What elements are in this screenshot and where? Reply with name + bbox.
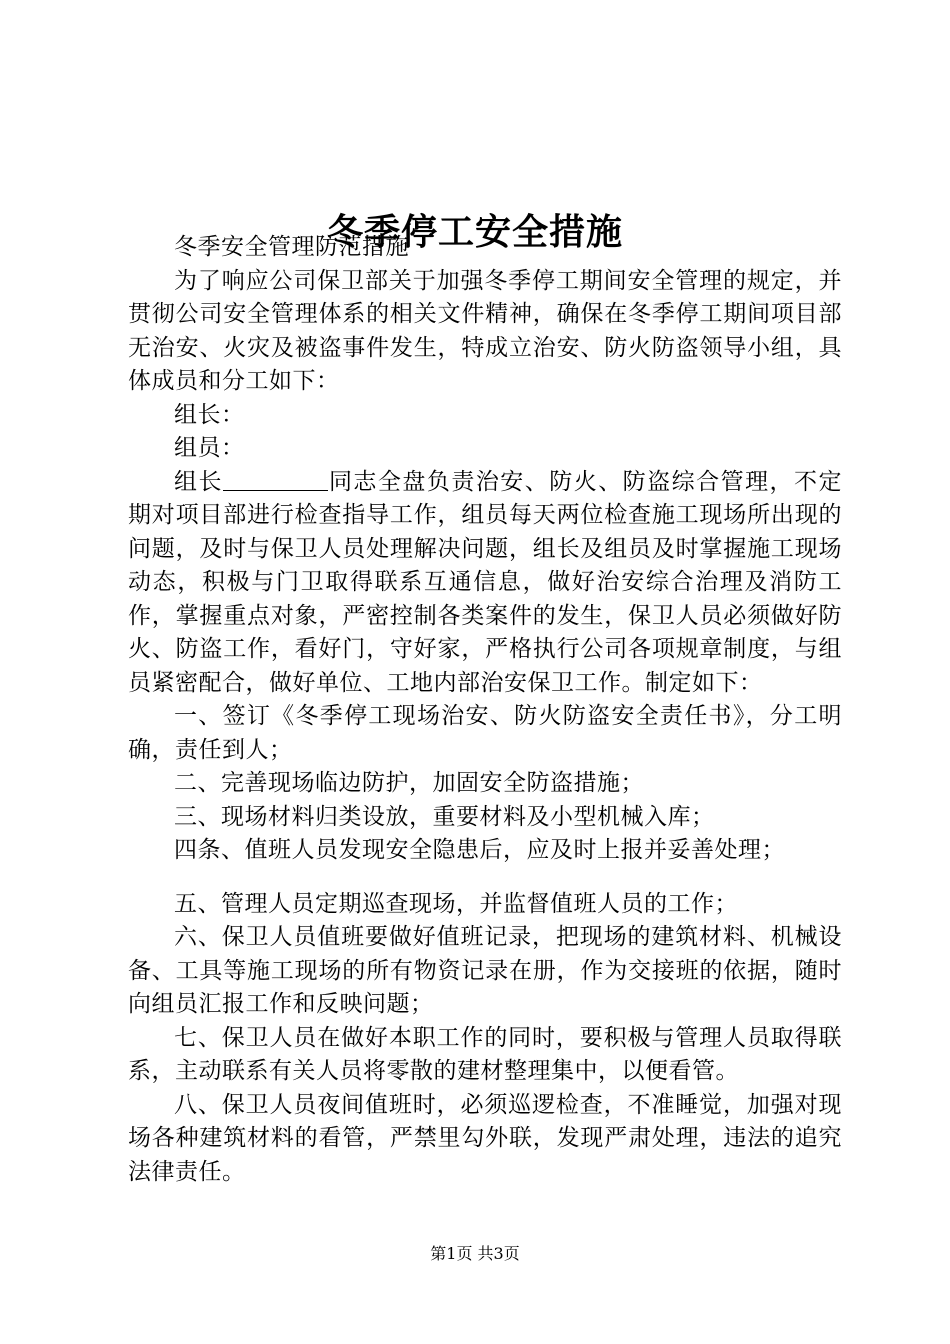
name-blank-line xyxy=(223,468,328,491)
leader-line: 组长： xyxy=(174,401,245,428)
intro-paragraph: 为了响应公司保卫部关于加强冬季停工期间安全管理的规定，并贯彻公司安全管理体系的相关文件精神，确保在冬季停工期间项目部无治安、火灾及被盗事件发生，特成立治安、防火防盗领导小组，具体成员和分工如下： xyxy=(128,267,842,394)
members-line: 组员： xyxy=(174,435,245,461)
document-title: 冬季停工安全措施 xyxy=(326,211,623,254)
subtitle-paragraph: 冬季安全管理防范措施 xyxy=(174,234,409,260)
duty-text: 同志全盘负责治安、防火、防盗综合管理，不定期对项目部进行检查指导工作，组员每天两位检查施工现场所出现的问题，及时与保卫人员处理解决问题，组长及组员及时掌握施工现场动态，积极与门卫取得联系互通信息，做好治安综合治理及消防工作，掌握重点对象，严密控制各类案件的发生，保卫人员必须做好防火、防盗工作，看好门，守好家，严格执行公司各项规章制度，与组员紧密配合，做好单位、工地内部治安保卫工作。制定如下： xyxy=(128,468,843,696)
measure-item: 三、现场材料归类设放，重要材料及小型机械入库； xyxy=(174,803,715,830)
measure-item: 一、签订《冬季停工现场治安、防火防盗安全责任书》，分工明确，责任到人； xyxy=(128,703,842,763)
measure-item: 八、保卫人员夜间值班时，必须巡逻检查，不准睡觉，加强对现场各种建筑材料的看管，严禁里勾外联，发现严肃处理，违法的追究法律责任。 xyxy=(128,1091,842,1185)
measure-item: 七、保卫人员在做好本职工作的同时，要积极与管理人员取得联系，主动联系有关人员将零散的建材整理集中，以便看管。 xyxy=(128,1024,842,1084)
document-body xyxy=(128,231,842,1189)
measure-item: 四条、值班人员发现安全隐患后，应及时上报并妥善处理； xyxy=(174,837,785,863)
measure-item: 五、管理人员定期巡查现场，并监督值班人员的工作； xyxy=(174,890,738,917)
page-footer: 第1页 共3页 xyxy=(430,1244,520,1263)
duty-prefix: 组长 xyxy=(174,468,223,495)
paragraph-gap xyxy=(128,868,842,888)
duty-paragraph xyxy=(128,466,842,701)
measure-item: 六、保卫人员值班要做好值班记录，把现场的建筑材料、机械设备、工具等施工现场的所有物资记录在册，作为交接班的依据，随时向组员汇报工作和反映问题； xyxy=(128,924,842,1017)
measure-item: 二、完善现场临边防护，加固安全防盗措施； xyxy=(174,770,644,796)
